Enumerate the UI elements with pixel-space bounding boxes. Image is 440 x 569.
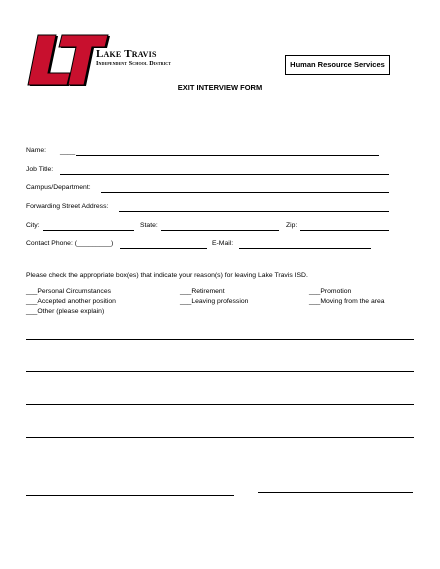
forwarding-label: Forwarding Street Address:: [26, 203, 109, 210]
form-title: EXIT INTERVIEW FORM: [177, 83, 263, 92]
email-field[interactable]: [239, 248, 371, 249]
district-subtitle: Independent School District: [96, 60, 172, 67]
explanation-line-4[interactable]: [26, 437, 414, 438]
contact-phone-label: Contact Phone: (_________): [26, 240, 114, 247]
name-field[interactable]: [76, 155, 379, 156]
job-title-field[interactable]: [60, 174, 389, 175]
date-line[interactable]: [258, 492, 413, 493]
option-retirement[interactable]: ___Retirement: [180, 288, 225, 295]
reasons-prompt: Please check the appropriate box(es) that indicate your reason(s) for leaving Lake Travis ISD.: [26, 272, 308, 279]
campus-label: Campus/Department:: [26, 184, 91, 191]
option-other[interactable]: ___Other (please explain): [26, 308, 105, 315]
city-label: City:: [26, 222, 40, 229]
explanation-line-2[interactable]: [26, 371, 414, 372]
city-field[interactable]: [43, 230, 134, 231]
email-label: E-Mail:: [212, 240, 234, 247]
forwarding-address-field[interactable]: [119, 211, 389, 212]
district-name: Lake Travis: [96, 48, 157, 60]
option-accepted-another-position[interactable]: ___Accepted another position: [26, 298, 116, 305]
explanation-line-1[interactable]: [26, 339, 414, 340]
state-label: State:: [140, 222, 158, 229]
department-box: Human Resource Services: [285, 55, 390, 75]
campus-field[interactable]: [101, 192, 389, 193]
option-moving-from-area[interactable]: ___Moving from the area: [309, 298, 385, 305]
job-title-label: Job Title:: [26, 166, 54, 173]
option-promotion[interactable]: ___Promotion: [309, 288, 352, 295]
state-field[interactable]: [161, 230, 279, 231]
contact-phone-field[interactable]: [120, 248, 207, 249]
name-label: Name:: [26, 147, 47, 154]
option-leaving-profession[interactable]: ___Leaving profession: [180, 298, 249, 305]
name-blank-prefix: ____: [60, 148, 76, 155]
option-personal-circumstances[interactable]: ___Personal Circumstances: [26, 288, 112, 295]
signature-line[interactable]: [26, 495, 234, 496]
zip-label: Zip:: [286, 222, 298, 229]
explanation-line-3[interactable]: [26, 404, 414, 405]
zip-field[interactable]: [300, 230, 389, 231]
